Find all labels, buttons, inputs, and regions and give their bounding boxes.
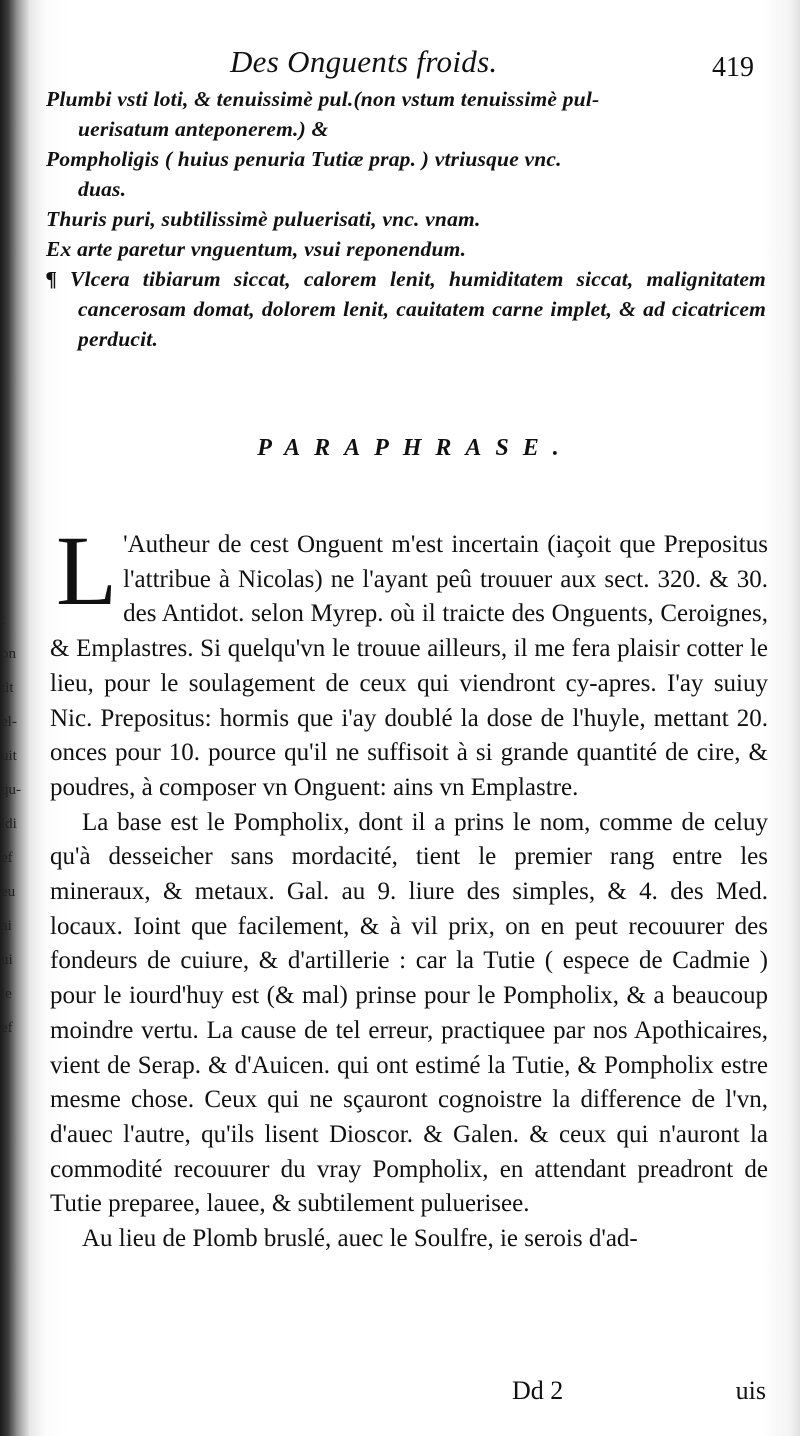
paragraph-2: La base est le Pompholix, dont il a prins le nom, comme de celuy qu'à desseicher sans mordacité, tient le premier rang entre les mineraux, & metaux. Gal. au 9. liure des simples, & 4. des Med. locaux. Ioint que facilement, & à vil prix, on en peut recouurer des fondeurs de cuiure, & d'artillerie : car la Tutie ( espece de Cadmie ) pour le iourd'huy est (& mal) prinse pour le Pompholix, & a beaucoup moindre vertu. La cause de tel erreur, practiquee par nos Apothicaires, vient de Serap. & d'Auicen. qui ont estimé la Tutie, & Pompholix estre mesme chose. Ceux qui ne sçauront cognoistre la difference de l'vn, d'auec l'autre, qu'ils lisent Dioscor. & Galen. & ceux qui n'auront la commodité recouurer du vray Pompholix, en attendant preadront de Tutie preparee, lauee, & subtilement puluerisee. <box>50 808 768 1218</box>
margin-fragment: tit <box>1 680 14 696</box>
page-number: 419 <box>712 52 754 83</box>
signature-mark: Dd 2 <box>512 1376 564 1405</box>
recipe-block <box>46 84 766 354</box>
paragraph-1-text: 'Autheur de cest Onguent m'est incertain (iaçoit que Prepositus l'attribue à Nicolas) ne l'ayant peû trouuer aux sect. 320. & 30. des Antidot. selon Myrep. où il traicte des Onguents, Ceroignes, & Emplastres. Si quelqu'vn le trouue ailleurs, il me fera plaisir cotter le lieu, pour le soulagement de ceux qui viendront cy-apres. I'ay suiuy Nic. Prepositus: hormis que i'ay doublé la dose de l'huyle, mettant 20. onces pour 10. pource qu'il ne suffisoit à si grande quantité de cire, & poudres, à composer vn Onguent: ains vn Emplastre. <box>50 531 768 801</box>
recipe-virtues: ¶ Vlcera tibiarum siccat, calorem lenit, humiditatem siccat, malignitatem cancerosam domat, dolorem lenit, cauitatem carne implet, & ad cicatricem perducit. <box>46 267 766 351</box>
recipe-line: Ex arte paretur vnguentum, vsui reponendum. <box>46 237 467 261</box>
section-heading: PARAPHRASE. <box>257 435 573 461</box>
margin-fragment: t <box>1 612 6 628</box>
running-title: Des Onguents froids. <box>230 44 498 79</box>
page-header <box>100 40 760 88</box>
margin-fragment: ai <box>1 918 12 934</box>
margin-fragment: le <box>1 986 12 1002</box>
margin-fragment: ui <box>1 952 13 968</box>
paraphrase-body <box>50 515 768 1257</box>
paragraph-1 <box>50 515 768 806</box>
paragraph-3: Au lieu de Plomb bruslé, auec le Soulfre, ie serois d'ad- <box>82 1225 638 1253</box>
page-footer <box>0 1372 800 1412</box>
recipe-line: Plumbi vsti loti, & tenuissimè pul.(non vstum tenuissimè pul- <box>46 87 600 111</box>
margin-fragment: uit <box>1 748 17 764</box>
margin-fragment: el- <box>1 714 17 730</box>
catchword: uis <box>735 1376 766 1405</box>
recipe-line: Thuris puri, subtilissimè puluerisati, vnc. vnam. <box>46 207 481 231</box>
margin-fragment: qu- <box>1 782 21 798</box>
recipe-line: uerisatum anteponerem.) & <box>78 117 329 141</box>
recipe-line: duas. <box>78 177 127 201</box>
margin-fragment: on <box>1 646 16 662</box>
margin-fragment: ef <box>1 850 13 866</box>
margin-fragment: ef <box>1 1020 13 1036</box>
margin-fragment: eu <box>1 884 16 900</box>
margin-fragment: ldi <box>1 816 17 832</box>
drop-cap: L <box>56 515 118 626</box>
facing-page-margin <box>0 560 20 1120</box>
recipe-line: Pompholigis ( huius penuria Tutiæ prap. ) vtriusque vnc. <box>46 147 562 171</box>
